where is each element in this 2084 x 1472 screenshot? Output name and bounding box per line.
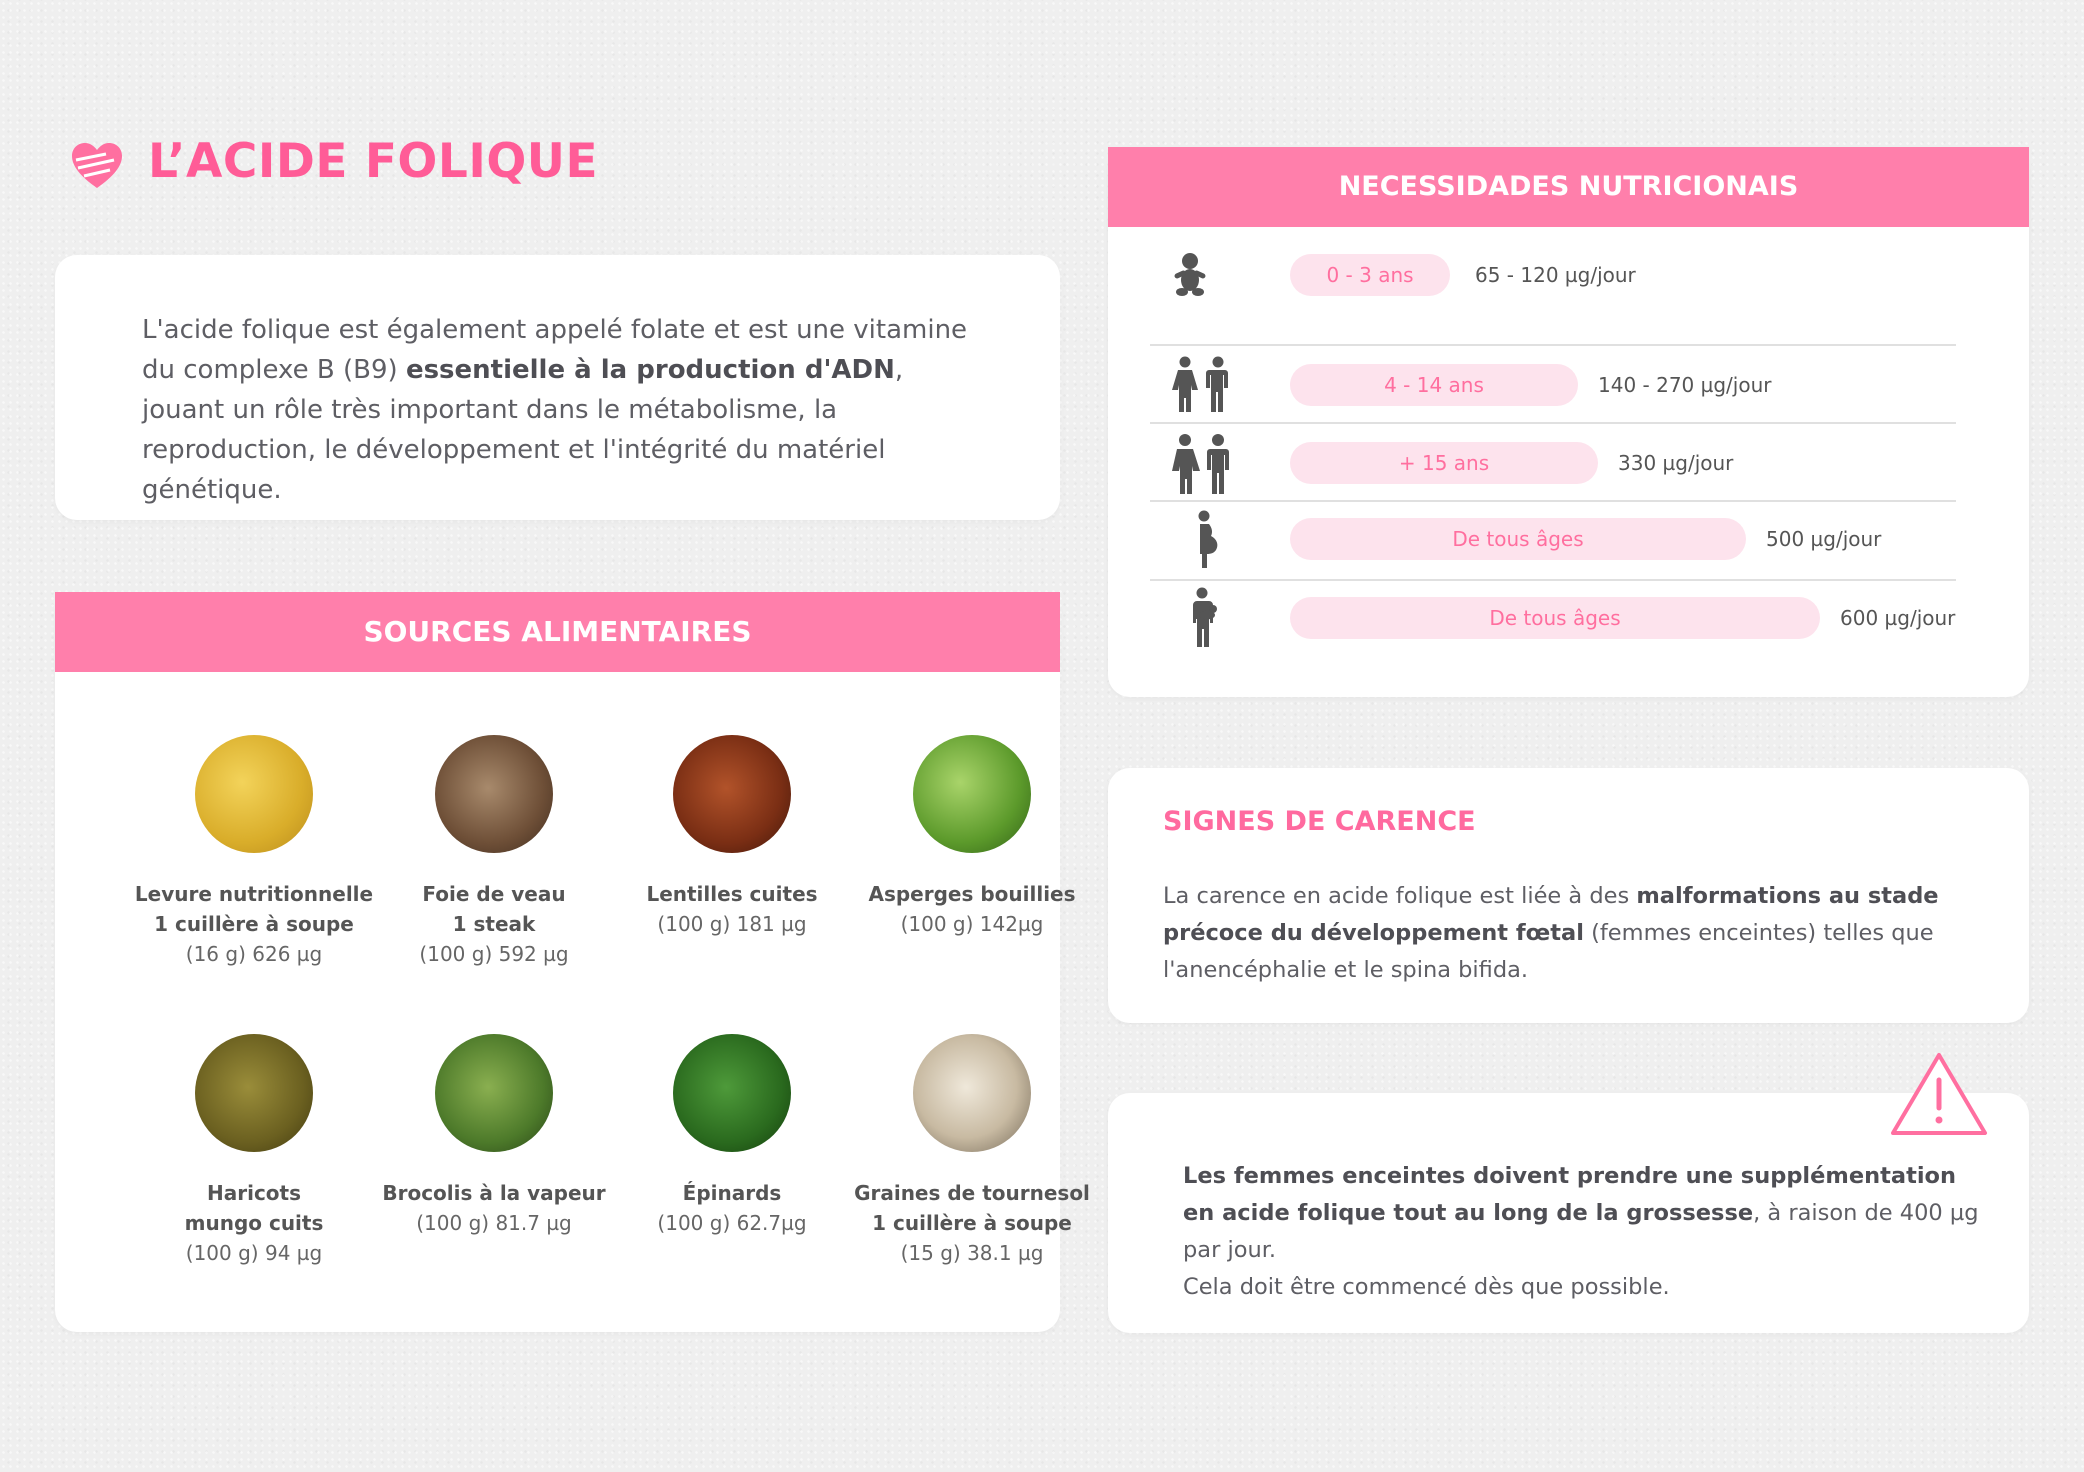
food-name: Asperges bouillies	[868, 882, 1076, 906]
food-name: Levure nutritionnelle	[134, 882, 374, 906]
food-name: Lentilles cuites	[646, 882, 818, 906]
food-item	[852, 735, 1092, 939]
needs-title: NECESSIDADES NUTRICIONAIS	[1108, 147, 2029, 227]
food-name: Foie de veau	[422, 882, 566, 906]
warning-triangle-icon	[1888, 1050, 1990, 1138]
food-item	[134, 735, 374, 969]
need-value: 600 µg/jour	[1840, 606, 1956, 630]
food-image	[913, 1034, 1031, 1152]
food-image	[435, 735, 553, 853]
food-quantity: (100 g) 94 µg	[185, 1241, 323, 1265]
food-quantity: (100 g) 142µg	[900, 912, 1044, 936]
page-title: L’ACIDE FOLIQUE	[148, 134, 599, 189]
need-value: 500 µg/jour	[1766, 527, 1882, 551]
sources-title: SOURCES ALIMENTAIRES	[55, 592, 1060, 672]
age-pill: + 15 ans	[1290, 442, 1598, 484]
food-image	[913, 735, 1031, 853]
baby-icon	[1168, 252, 1212, 298]
food-image	[673, 735, 791, 853]
age-pill: 4 - 14 ans	[1290, 364, 1578, 406]
children-icon	[1168, 356, 1238, 412]
need-value: 330 µg/jour	[1618, 451, 1734, 475]
age-pill: De tous âges	[1290, 518, 1746, 560]
food-image	[673, 1034, 791, 1152]
food-quantity: (100 g) 592 µg	[419, 942, 569, 966]
food-item	[374, 735, 614, 969]
carence-card	[1108, 768, 2029, 1023]
food-name: Brocolis à la vapeur	[382, 1181, 606, 1205]
warning-text: Les femmes enceintes doivent prendre une supplémentation en acide folique tout au long de la grossesse, à raison de 400 µg par jour. Cela doit être commencé dès que possible.	[1183, 1163, 1979, 1300]
food-image	[435, 1034, 553, 1152]
food-portion: 1 cuillère à soupe	[154, 912, 354, 936]
adults-icon	[1168, 434, 1238, 494]
need-value: 65 - 120 µg/jour	[1475, 263, 1636, 287]
food-quantity: (100 g) 62.7µg	[657, 1211, 807, 1235]
food-quantity: (16 g) 626 µg	[185, 942, 323, 966]
food-portion: 1 cuillère à soupe	[872, 1211, 1072, 1235]
intro-text: L'acide folique est également appelé folate et est une vitamine du complexe B (B9) essentielle à la production d'ADN, jouant un rôle très important dans le métabolisme, la reproduction, le développement et l'intégrité du matériel génétique.	[142, 315, 968, 505]
intro-card	[55, 255, 1060, 520]
breastfeeding-woman-icon	[1186, 587, 1220, 649]
carence-title: SIGNES DE CARENCE	[1163, 806, 1476, 837]
food-item	[612, 735, 852, 939]
food-image	[195, 1034, 313, 1152]
food-item	[612, 1034, 852, 1238]
food-item	[134, 1034, 374, 1268]
food-portion: 1 steak	[452, 912, 536, 936]
carence-text: La carence en acide folique est liée à des malformations au stade précoce du développement fœtal (femmes enceintes) telles que l'anencéphalie et le spina bifida.	[1163, 883, 1939, 983]
needs-card	[1108, 147, 2029, 697]
food-quantity: (100 g) 181 µg	[657, 912, 807, 936]
food-portion: mungo cuits	[184, 1211, 324, 1235]
food-quantity: (15 g) 38.1 µg	[900, 1241, 1044, 1265]
sources-card	[55, 592, 1090, 1332]
food-item	[374, 1034, 614, 1238]
food-image	[195, 735, 313, 853]
age-pill: De tous âges	[1290, 597, 1820, 639]
food-item	[852, 1034, 1092, 1268]
food-name: Haricots	[206, 1181, 301, 1205]
heart-icon	[70, 142, 124, 190]
age-pill: 0 - 3 ans	[1290, 254, 1450, 296]
food-quantity: (100 g) 81.7 µg	[416, 1211, 572, 1235]
pregnant-woman-icon	[1192, 510, 1222, 568]
need-value: 140 - 270 µg/jour	[1598, 373, 1772, 397]
food-name: Graines de tournesol	[854, 1181, 1090, 1205]
food-name: Épinards	[682, 1181, 782, 1205]
